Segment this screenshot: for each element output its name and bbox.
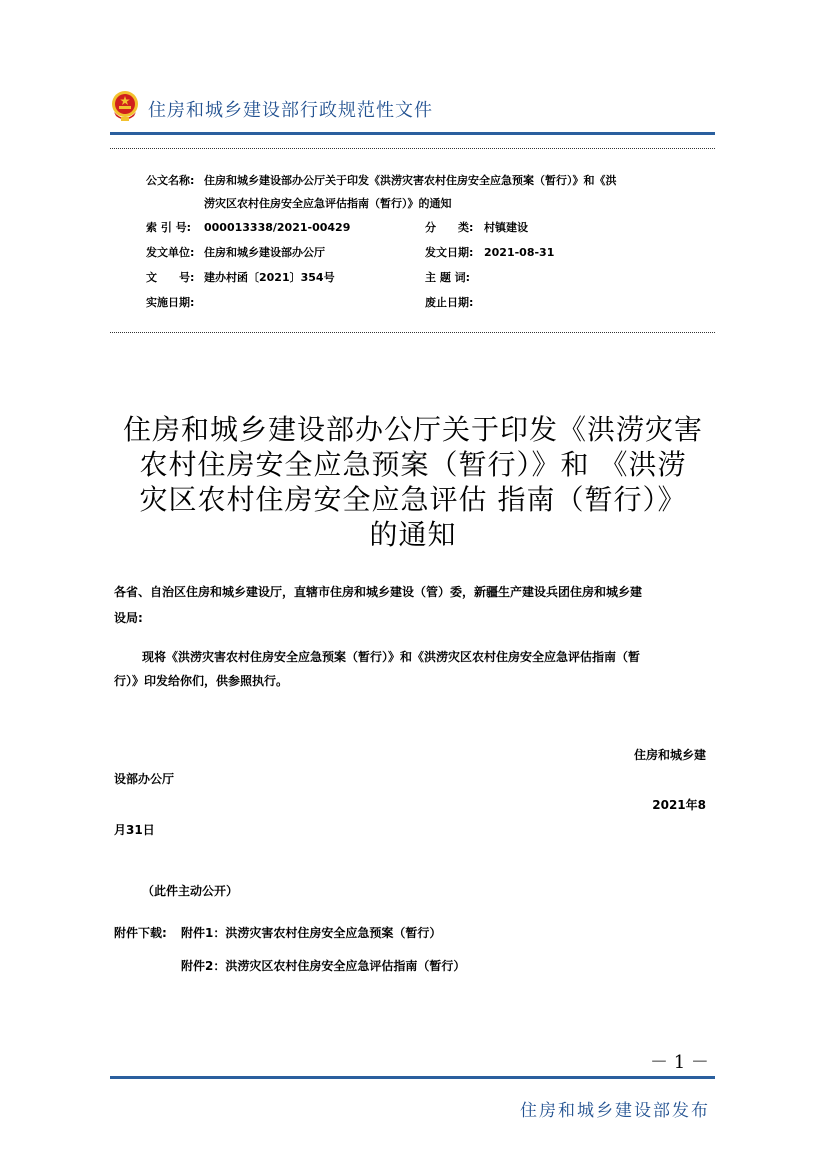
issue-date-label: 发文日期: — [425, 246, 474, 259]
doc-number-label: 文 号: — [146, 271, 195, 284]
doc-name-value-line2: 涝灾区农村住房安全应急评估指南（暂行）》的通知 — [204, 197, 452, 210]
header-title: 住房和城乡建设部行政规范性文件 — [148, 100, 433, 121]
header-divider — [110, 132, 715, 135]
index-label: 索 引 号: — [146, 221, 192, 234]
meta-bottom-divider — [110, 332, 715, 333]
sign-date-line: 月31日 — [114, 823, 155, 837]
meta-top-divider — [110, 148, 715, 149]
doc-name-label: 公文名称: — [146, 174, 195, 187]
title-line: 住房和城乡建设部办公厅关于印发《洪涝灾害 — [122, 413, 703, 446]
paragraph-line: 现将《洪涝灾害农村住房安全应急预案（暂行）》和《洪涝灾区农村住房安全应急评估指南（暂 — [142, 650, 641, 664]
doc-number-value: 建办村函〔2021〕354号 — [204, 271, 335, 284]
signer-line: 住房和城乡建 — [633, 748, 706, 762]
index-value: 000013338/2021-00429 — [204, 221, 351, 234]
issue-date-value: 2021-08-31 — [484, 246, 555, 259]
recipients-line: 各省、自治区住房和城乡建设厅，直辖市住房和城乡建设（管）委，新疆生产建设兵团住房和城乡建 — [114, 585, 643, 599]
issuer-label: 发文单位: — [146, 246, 195, 259]
document-title — [110, 412, 716, 552]
keyword-label: 主 题 词: — [425, 271, 471, 284]
attachments-label: 附件下载: — [114, 926, 167, 940]
doc-name-value-line1: 住房和城乡建设部办公厅关于印发《洪涝灾害农村住房安全应急预案（暂行）》和《洪 — [204, 174, 617, 187]
footer-divider — [110, 1076, 715, 1079]
title-line: 农村住房安全应急预案（暂行）》和 《洪涝 — [139, 448, 687, 481]
footer-publisher: 住房和城乡建设部发布 — [520, 1101, 710, 1121]
category-label: 分 类: — [425, 221, 474, 234]
expire-date-label: 废止日期: — [425, 296, 474, 309]
page-number: － 1 － — [650, 1052, 709, 1073]
national-emblem-icon — [110, 90, 140, 124]
title-line: 的通知 — [369, 518, 457, 551]
public-note: （此件主动公开） — [142, 884, 239, 898]
title-line: 灾区农村住房安全应急评估 指南（暂行）》 — [139, 483, 687, 516]
issuer-value: 住房和城乡建设部办公厅 — [204, 246, 325, 259]
category-value: 村镇建设 — [484, 221, 528, 234]
recipients-line: 设局: — [114, 611, 143, 625]
sign-date-line: 2021年8 — [652, 798, 706, 812]
signer-line: 设部办公厅 — [114, 772, 175, 786]
attachment-link-1[interactable]: 附件1：洪涝灾害农村住房安全应急预案（暂行） — [181, 926, 442, 940]
attachment-link-2[interactable]: 附件2：洪涝灾区农村住房安全应急评估指南（暂行） — [181, 959, 466, 973]
paragraph-line: 行）》印发给你们，供参照执行。 — [114, 674, 289, 688]
effective-date-label: 实施日期: — [146, 296, 195, 309]
